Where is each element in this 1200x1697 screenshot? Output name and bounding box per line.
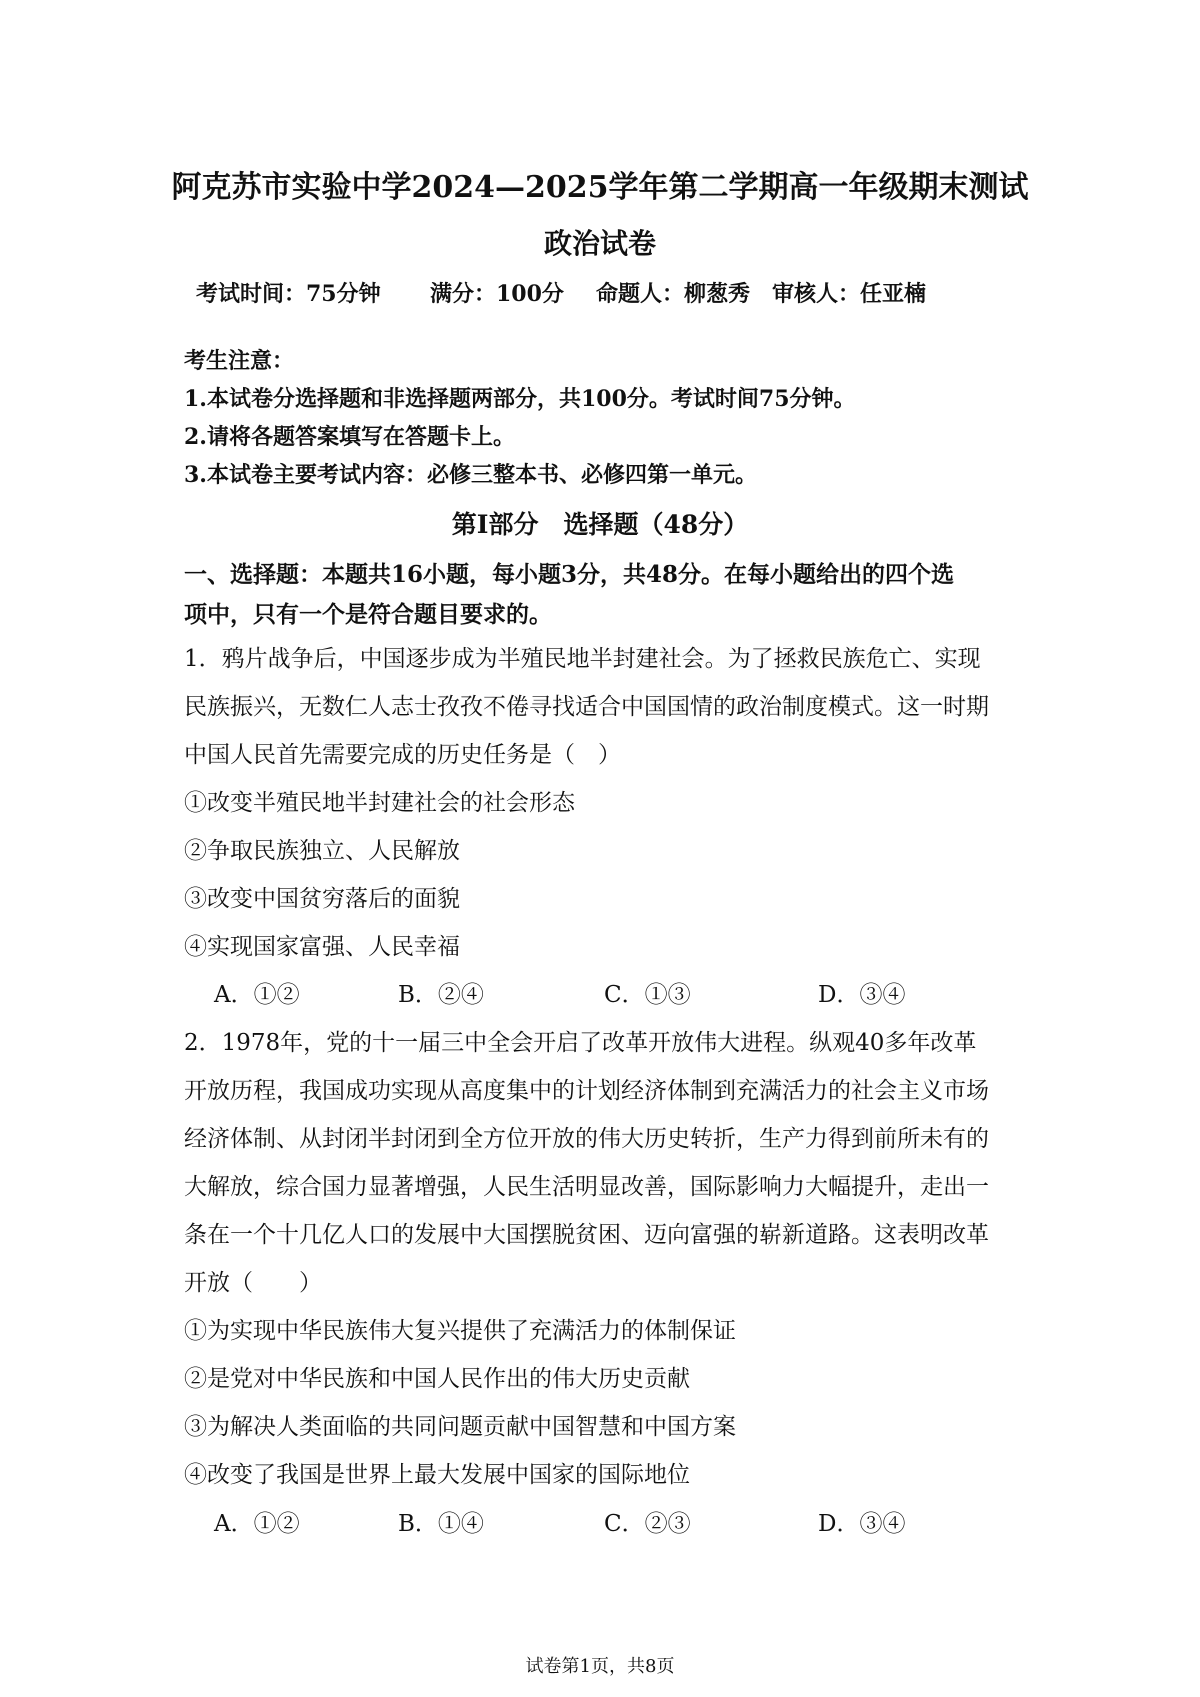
question-stem-line: 1．鸦片战争后，中国逐步成为半殖民地半封建社会。为了拯救民族危亡、实现: [184, 646, 981, 672]
exam-author: 命题人：柳葱秀: [596, 281, 751, 307]
question-statement: ④实现国家富强、人民幸福: [184, 934, 460, 960]
question-statement: ②争取民族独立、人民解放: [184, 838, 460, 864]
section-instruction: 项中，只有一个是符合题目要求的。: [184, 601, 552, 628]
answer-option-b[interactable]: B．②④: [398, 982, 484, 1008]
exam-subtitle: 政治试卷: [543, 227, 656, 260]
question-statement: ③改变中国贫穷落后的面貌: [184, 886, 460, 912]
exam-reviewer: 审核人：任亚楠: [772, 281, 927, 307]
section-title: 第I部分 选择题（48分）: [451, 510, 749, 539]
notice-item: 2.请将各题答案填写在答题卡上。: [184, 424, 515, 450]
question-stem-line: 中国人民首先需要完成的历史任务是（ ）: [184, 742, 621, 768]
question-stem-line: 大解放，综合国力显著增强，人民生活明显改善，国际影响力大幅提升，走出一: [184, 1174, 989, 1200]
exam-score: 满分：100分: [430, 281, 564, 307]
question-stem-line: 民族振兴，无数仁人志士孜孜不倦寻找适合中国国情的政治制度模式。这一时期: [184, 694, 989, 720]
question-stem-line: 开放（ ）: [184, 1270, 322, 1296]
question-statement: ④改变了我国是世界上最大发展中国家的国际地位: [184, 1462, 690, 1488]
notice-item: 1.本试卷分选择题和非选择题两部分，共100分。考试时间75分钟。: [184, 386, 856, 412]
exam-time: 考试时间：75分钟: [196, 281, 381, 307]
question-statement: ①改变半殖民地半封建社会的社会形态: [184, 790, 575, 816]
notice-item: 3.本试卷主要考试内容：必修三整本书、必修四第一单元。: [184, 462, 757, 488]
question-statement: ①为实现中华民族伟大复兴提供了充满活力的体制保证: [184, 1318, 736, 1344]
question-stem-line: 2．1978年，党的十一届三中全会开启了改革开放伟大进程。纵观40多年改革: [184, 1030, 977, 1056]
exam-title: 阿克苏市实验中学2024—2025学年第二学期高一年级期末测试: [171, 170, 1029, 205]
question-statement: ③为解决人类面临的共同问题贡献中国智慧和中国方案: [184, 1414, 736, 1440]
question-stem-line: 开放历程，我国成功实现从高度集中的计划经济体制到充满活力的社会主义市场: [184, 1078, 989, 1104]
question-statement: ②是党对中华民族和中国人民作出的伟大历史贡献: [184, 1366, 690, 1392]
answer-option-b[interactable]: B．①④: [398, 1511, 484, 1537]
answer-option-c[interactable]: C．①③: [604, 982, 691, 1008]
notice-heading: 考生注意：: [184, 348, 295, 374]
answer-option-c[interactable]: C．②③: [604, 1511, 691, 1537]
question-stem-line: 条在一个十几亿人口的发展中大国摆脱贫困、迈向富强的崭新道路。这表明改革: [184, 1222, 989, 1248]
answer-option-d[interactable]: D．③④: [818, 982, 906, 1008]
question-stem-line: 经济体制、从封闭半封闭到全方位开放的伟大历史转折，生产力得到前所未有的: [184, 1126, 989, 1152]
answer-option-a[interactable]: A．①②: [214, 1511, 300, 1537]
page-footer: 试卷第1页，共8页: [525, 1656, 675, 1677]
answer-option-d[interactable]: D．③④: [818, 1511, 906, 1537]
answer-option-a[interactable]: A．①②: [214, 982, 300, 1008]
section-instruction: 一、选择题：本题共16小题，每小题3分，共48分。在每小题给出的四个选: [184, 561, 955, 588]
